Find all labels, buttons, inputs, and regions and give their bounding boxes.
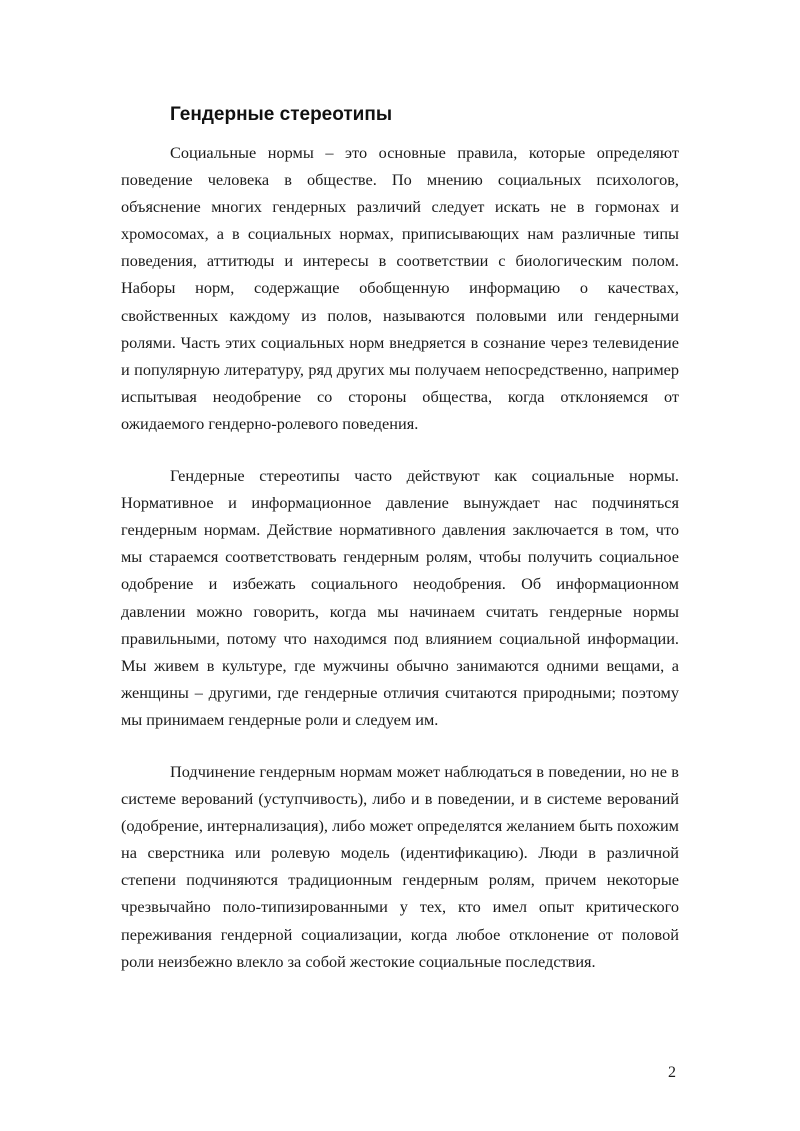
body-text [121,139,679,1000]
section-title: Гендерные стереотипы [170,104,393,125]
paragraph-3: Подчинение гендерным нормам может наблюдаться в поведении, но не в системе верований (уступчивость), либо и в поведении, и в системе верований (одобрение, интернализация), либо может определятся желанием быть похожим на сверстника или ролевую модель (идентификацию). Люди в различной степени подчиняются традиционным гендерным ролям, причем некоторые чрезвычайно поло-типизированными у тех, кто имел опыт критического переживания гендерной социализации, когда любое отклонение от половой роли неизбежно влекло за собой жестокие социальные последствия. [121,761,679,971]
page-number: 2 [668,1064,676,1081]
paragraph-2: Гендерные стереотипы часто действуют как социальные нормы. Нормативное и информационное давление вынуждает нас подчиняться гендерным нормам. Действие нормативного давления заключается в том, что мы стараемся соответствовать гендерным ролям, чтобы получить социальное одобрение и избежать социального неодобрения. Об информационном давлении можно говорить, когда мы начинаем считать гендерные нормы правильными, потому что находимся под влиянием социальной информации. Мы живем в культуре, где мужчины обычно занимаются одними вещами, а женщины – другими, где гендерные отличия считаются природными; поэтому мы принимаем гендерные роли и следуем им. [121,466,679,729]
paragraph-1: Социальные нормы – это основные правила, которые определяют поведение человека в обществе. По мнению социальных психологов, объяснение многих гендерных различий следует искать не в гормонах и хромосомах, а в социальных нормах, приписывающих нам различные типы поведения, аттитюды и интересы в соответствии с биологическим полом. Наборы норм, содержащие обобщенную информацию о качествах, свойственных каждому из полов, называются половыми или гендерными ролями. Часть этих социальных норм внедряется в сознание через телевидение и популярную литературу, ряд других мы получаем непосредственно, например испытывая неодобрение со стороны общества, когда отклоняемся от ожидаемого гендерно-ролевого поведения. [121,143,679,433]
